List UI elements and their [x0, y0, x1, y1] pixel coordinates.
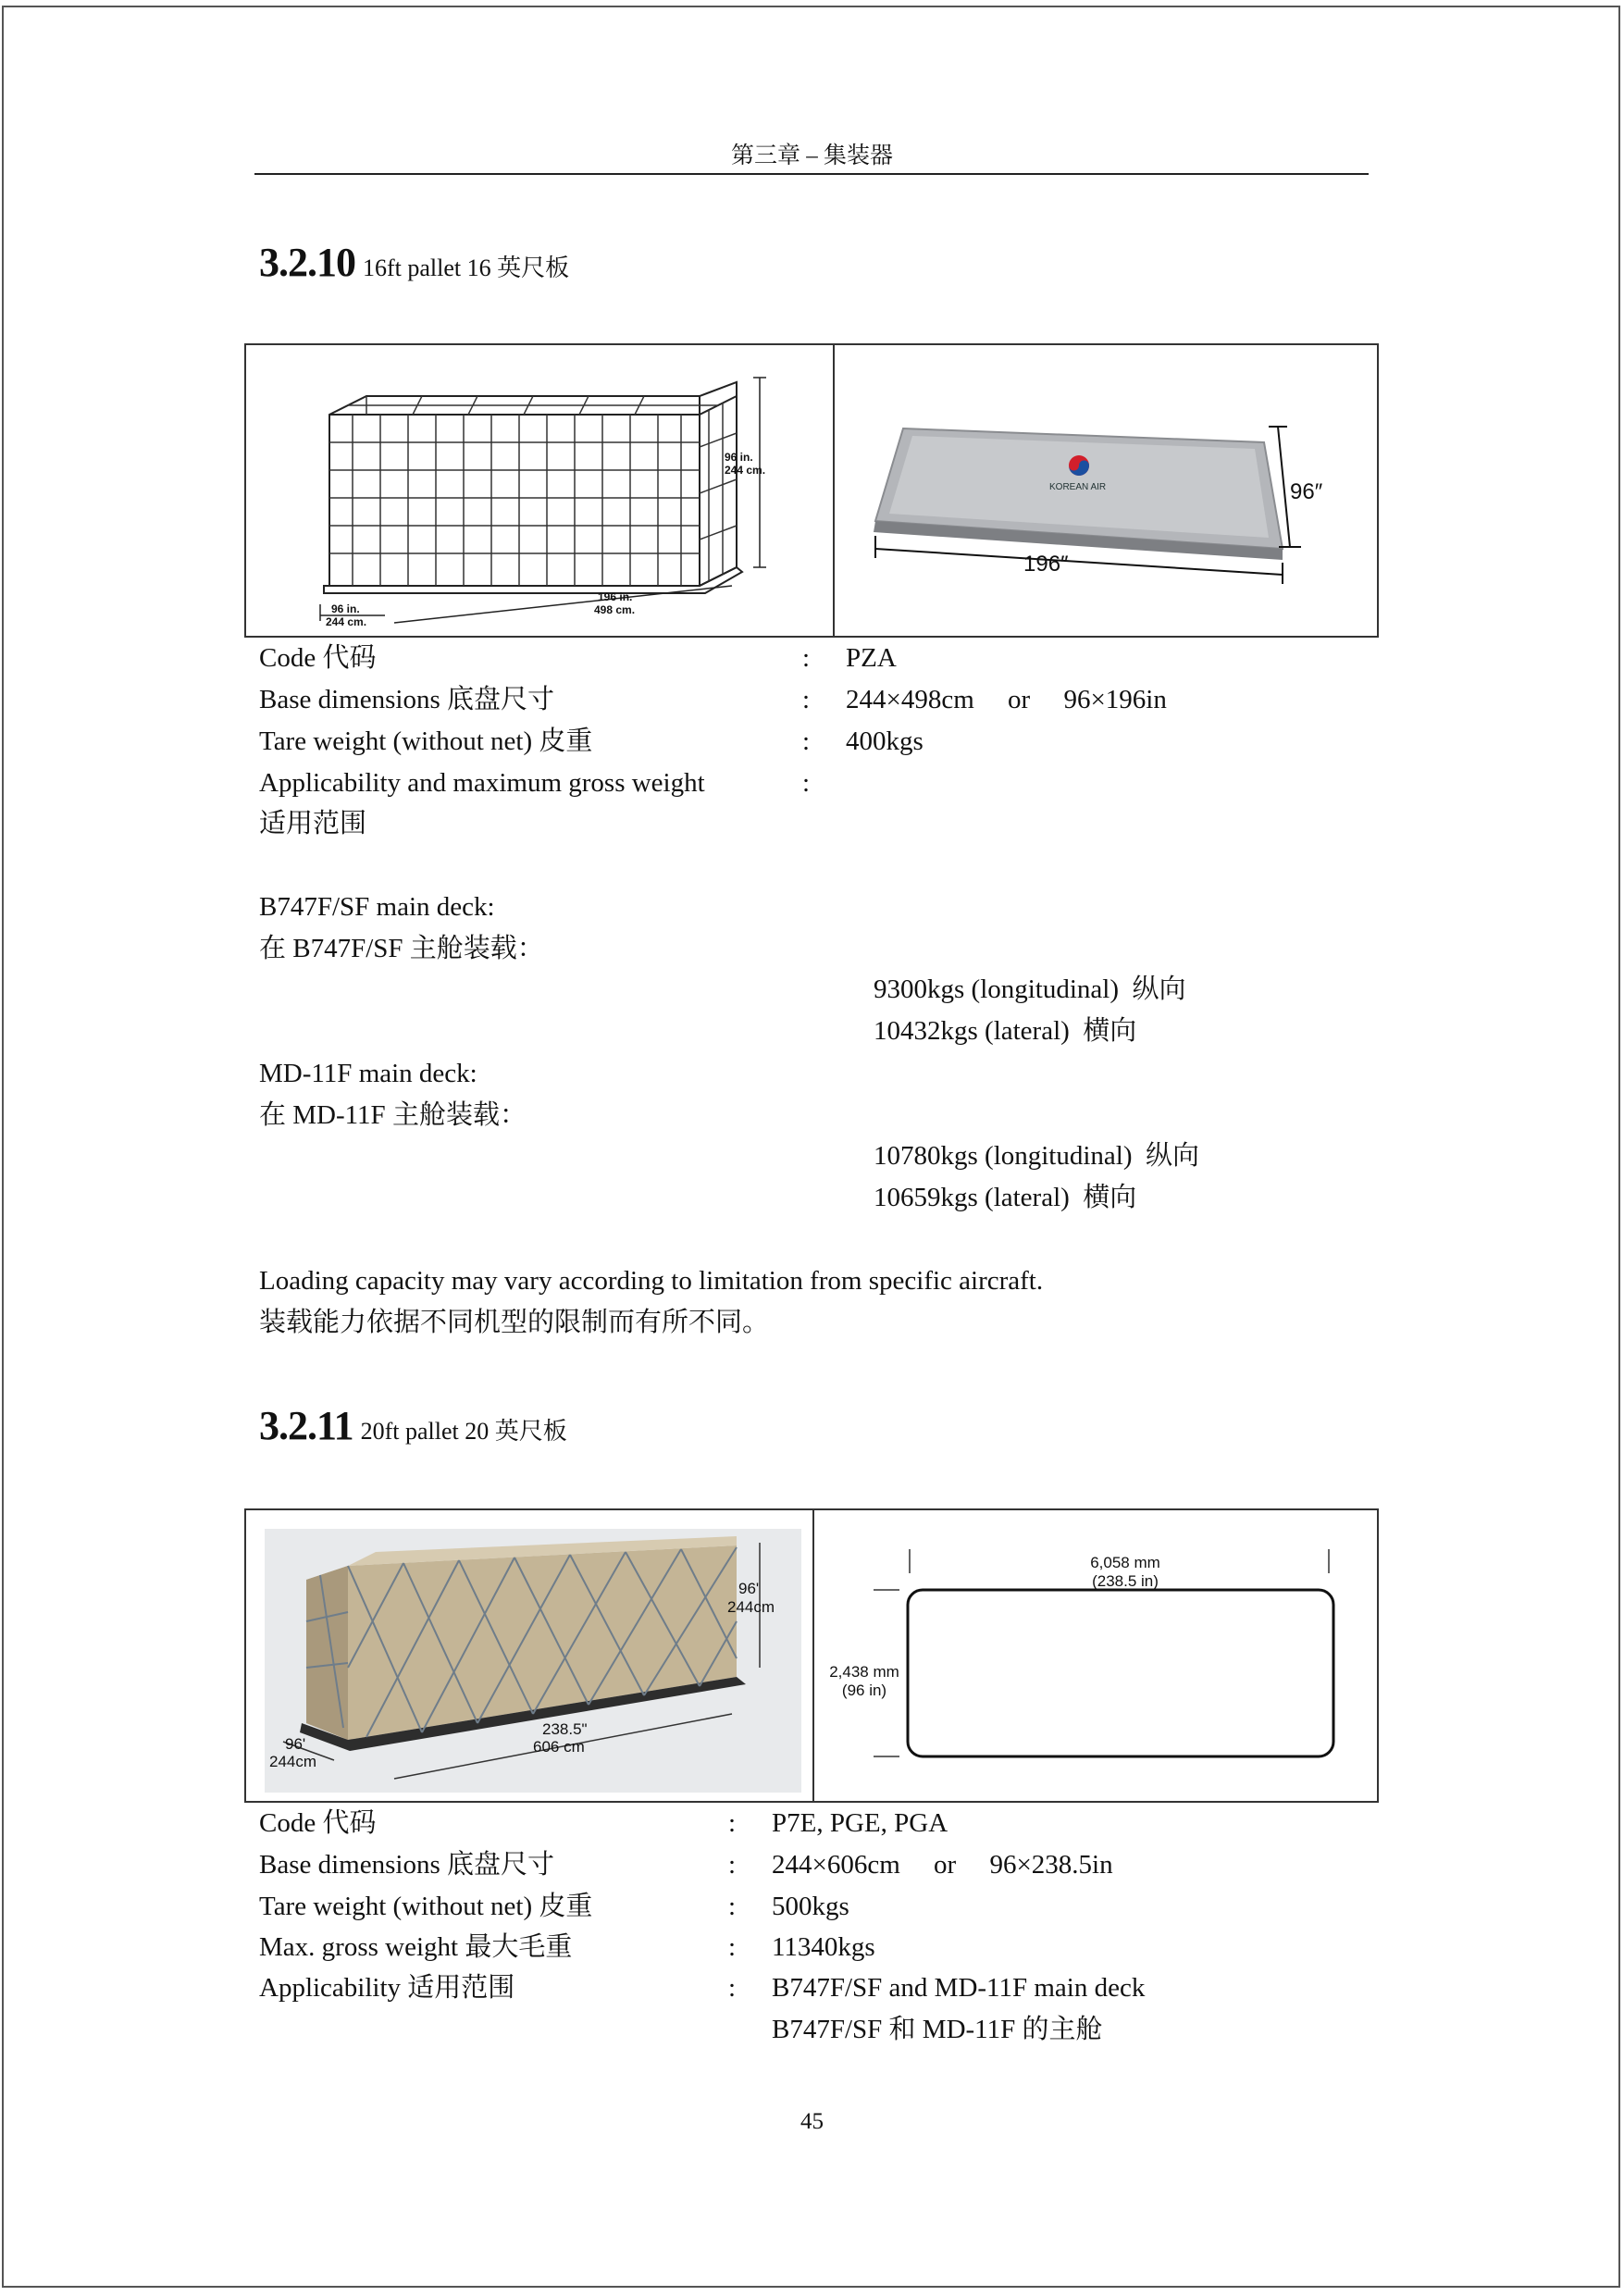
spec-value-code: PZA	[846, 643, 897, 673]
spec-label-code: Code 代码	[259, 643, 377, 673]
spec-sep: :	[728, 1808, 737, 1838]
aircraft-b747-lateral: 10432kgs (lateral) 横向	[874, 1016, 1137, 1046]
section-heading-3-2-11	[259, 1402, 567, 1449]
pallet-20ft-figure	[244, 1508, 1379, 1803]
pallet-20ft-render	[265, 1529, 801, 1793]
aircraft-b747-title-cn: 在 B747F/SF 主舱装载：	[259, 934, 544, 963]
pallet-20ft-plan-diagram	[820, 1520, 1375, 1797]
spec-sep: :	[728, 1850, 737, 1880]
width-label-cm: 244 cm.	[326, 615, 367, 628]
spec-sep: :	[728, 1973, 737, 2003]
spec-label-applicability-cn: 适用范围	[259, 809, 367, 838]
spec-value-applicability-cn: B747F/SF 和 MD-11F 的主舱	[772, 2015, 1103, 2044]
spec-value-tare-weight: 400kgs	[846, 726, 924, 756]
section-number: 3.2.10	[259, 240, 355, 285]
spec-label-code: Code 代码	[259, 1808, 377, 1838]
section-heading-3-2-10	[259, 239, 569, 286]
aircraft-md11-title-en: MD-11F main deck:	[259, 1059, 477, 1088]
height-label-cm: 244cm	[727, 1598, 775, 1616]
figure-divider	[812, 1510, 814, 1801]
figure-divider	[833, 345, 835, 636]
height-label-in: 96 in.	[725, 451, 753, 464]
aircraft-md11-longitudinal: 10780kgs (longitudinal) 纵向	[874, 1141, 1200, 1171]
width-label-cm: 244cm	[269, 1753, 317, 1770]
spec-sep: :	[802, 685, 811, 714]
page-number: 45	[800, 2109, 824, 2134]
height-label-in: 96'	[738, 1580, 760, 1597]
spec-value-base-dimensions: 244×498cm or 96×196in	[846, 685, 1167, 714]
plate-height-label: 96″	[1290, 479, 1323, 504]
plan-width-mm: 2,438 mm	[829, 1663, 899, 1681]
plan-length-mm: 6,058 mm	[1090, 1554, 1160, 1571]
spec-sep: :	[728, 1932, 737, 1962]
length-label-cm: 606 cm	[533, 1738, 585, 1756]
pallet-16ft-photo	[848, 410, 1366, 623]
height-label-cm: 244 cm.	[725, 464, 766, 477]
plan-width-in: (96 in)	[841, 1682, 887, 1699]
spec-value-tare-weight: 500kgs	[772, 1892, 849, 1921]
width-label-in: 96 in.	[331, 602, 360, 615]
spec-label-applicability: Applicability and maximum gross weight	[259, 768, 705, 798]
spec-sep: :	[728, 1892, 737, 1921]
section-title: 20ft pallet 20 英尺板	[360, 1418, 567, 1445]
spec-sep: :	[802, 768, 811, 798]
spec-label-max-gross-weight: Max. gross weight 最大毛重	[259, 1932, 573, 1962]
pallet-16ft-line-drawing	[311, 354, 774, 632]
spec-label-base-dimensions: Base dimensions 底盘尺寸	[259, 1850, 554, 1880]
header-rule	[254, 173, 1369, 175]
section-title: 16ft pallet 16 英尺板	[363, 254, 570, 281]
spec-sep: :	[802, 643, 811, 673]
plan-length-in: (238.5 in)	[1092, 1572, 1159, 1590]
length-label-in: 238.5"	[542, 1720, 588, 1738]
note-en: Loading capacity may vary according to limitation from specific aircraft.	[259, 1266, 1044, 1296]
aircraft-b747-title-en: B747F/SF main deck:	[259, 892, 495, 922]
section-number: 3.2.11	[259, 1403, 353, 1448]
pallet-logo-text: KOREAN AIR	[1049, 482, 1107, 492]
spec-value-max-gross-weight: 11340kgs	[772, 1932, 875, 1962]
aircraft-md11-lateral: 10659kgs (lateral) 横向	[874, 1183, 1137, 1212]
plate-length-label: 196″	[1023, 552, 1069, 577]
spec-value-applicability: B747F/SF and MD-11F main deck	[772, 1973, 1146, 2003]
chapter-header: 第三章 – 集装器	[730, 143, 893, 168]
length-label-in: 196 in.	[598, 590, 633, 603]
spec-sep: :	[802, 726, 811, 756]
spec-value-base-dimensions: 244×606cm or 96×238.5in	[772, 1850, 1113, 1880]
length-label-cm: 498 cm.	[594, 603, 636, 616]
note-cn: 装载能力依据不同机型的限制而有所不同。	[259, 1308, 770, 1337]
pallet-16ft-figure	[244, 343, 1379, 638]
aircraft-md11-title-cn: 在 MD-11F 主舱装载：	[259, 1100, 527, 1130]
spec-label-tare-weight: Tare weight (without net) 皮重	[259, 1892, 593, 1921]
spec-value-code: P7E, PGE, PGA	[772, 1808, 948, 1838]
spec-label-tare-weight: Tare weight (without net) 皮重	[259, 726, 593, 756]
aircraft-b747-longitudinal: 9300kgs (longitudinal) 纵向	[874, 974, 1186, 1004]
spec-label-base-dimensions: Base dimensions 底盘尺寸	[259, 685, 554, 714]
spec-label-applicability: Applicability 适用范围	[259, 1973, 515, 2003]
width-label-in: 96'	[285, 1735, 306, 1753]
